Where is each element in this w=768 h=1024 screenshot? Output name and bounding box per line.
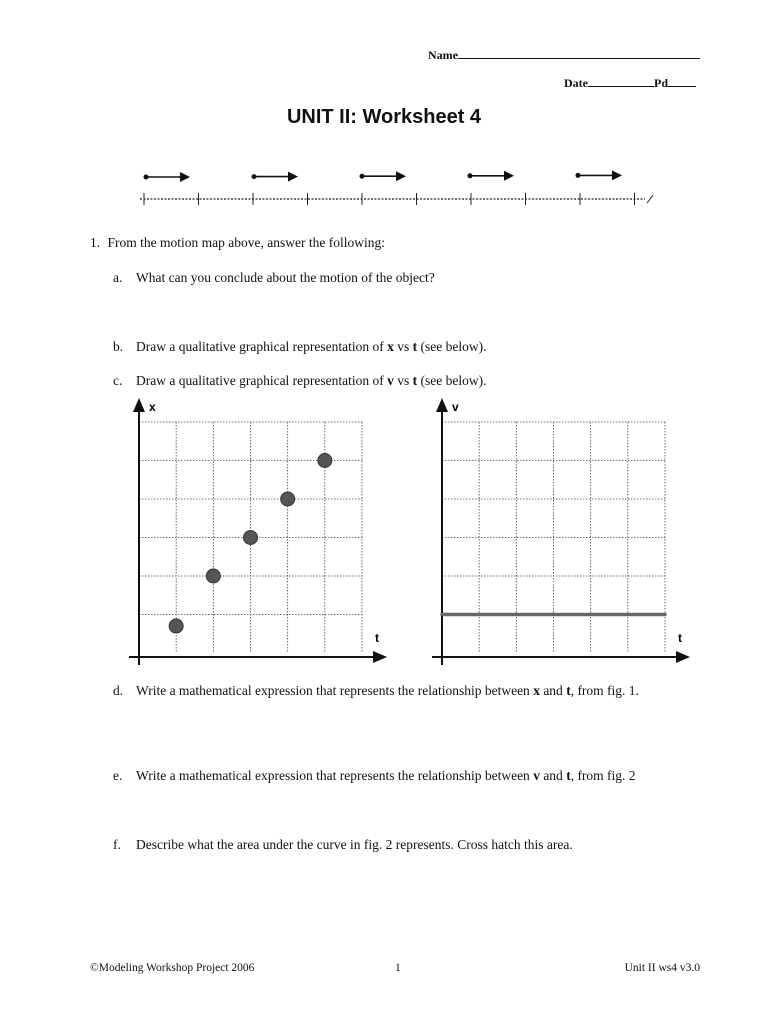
question-part xyxy=(113,373,487,389)
data-point xyxy=(244,531,258,545)
motion-arrow-head xyxy=(396,171,406,181)
part-text: and xyxy=(539,768,567,783)
data-point xyxy=(206,569,220,583)
part-text: Describe what the area under the curve in fig. 2 represents. Cross hatch this area. xyxy=(136,837,573,852)
footer-version: Unit II ws4 v3.0 xyxy=(624,962,700,974)
y-axis-label: x xyxy=(149,400,156,414)
date-pd-field[interactable] xyxy=(564,74,696,91)
name-label: Name xyxy=(428,48,458,62)
part-text: and xyxy=(539,683,567,698)
part-letter: c. xyxy=(113,373,123,388)
x-vs-t-graph xyxy=(125,395,395,670)
part-text: t xyxy=(566,683,571,698)
data-point xyxy=(169,619,183,633)
part-text: (see below). xyxy=(417,339,487,354)
question-part xyxy=(113,768,636,784)
part-letter: e. xyxy=(113,768,123,783)
pd-label: Pd xyxy=(654,76,669,90)
question-part xyxy=(113,837,573,853)
part-text: t xyxy=(566,768,571,783)
question-number: 1. xyxy=(90,235,101,250)
part-text: x xyxy=(533,683,540,698)
question-intro: From the motion map above, answer the following: xyxy=(107,235,385,250)
motion-arrow-head xyxy=(504,171,514,181)
question-part xyxy=(113,270,435,286)
y-axis-arrowhead xyxy=(436,398,448,412)
data-point xyxy=(281,492,295,506)
motion-arrow-head xyxy=(288,172,298,182)
part-text: vs xyxy=(393,339,413,354)
part-text: v xyxy=(387,373,394,388)
part-text: (see below). xyxy=(417,373,487,388)
part-text: Write a mathematical expression that represents the relationship between xyxy=(136,768,534,783)
ruler-break xyxy=(647,195,653,203)
part-text: , from fig. 1. xyxy=(570,683,639,698)
footer-page-number: 1 xyxy=(395,962,401,974)
page-title: UNIT II: Worksheet 4 xyxy=(286,106,482,128)
part-letter: b. xyxy=(113,339,124,354)
date-line xyxy=(588,74,654,87)
part-text: vs xyxy=(393,373,413,388)
pd-line xyxy=(668,74,696,87)
part-text: t xyxy=(412,339,418,354)
part-text: What can you conclude about the motion of the object? xyxy=(136,270,435,285)
question-part xyxy=(113,683,639,699)
motion-arrow-head xyxy=(180,172,190,182)
footer-copyright: ©Modeling Workshop Project 2006 xyxy=(90,962,255,974)
x-axis-arrowhead xyxy=(676,651,690,663)
motion-arrow-head xyxy=(612,170,622,180)
part-text: Write a mathematical expression that represents the relationship between xyxy=(136,683,534,698)
part-text: x xyxy=(387,339,394,354)
question-1 xyxy=(90,235,385,251)
x-axis-label: t xyxy=(678,631,682,645)
date-label: Date xyxy=(564,76,588,90)
part-text: Draw a qualitative graphical representation of xyxy=(136,373,388,388)
data-point xyxy=(318,454,332,468)
part-text: t xyxy=(412,373,418,388)
y-axis-arrowhead xyxy=(133,398,145,412)
part-letter: f. xyxy=(113,837,121,852)
question-part xyxy=(113,339,487,355)
name-field[interactable] xyxy=(428,46,700,63)
name-line xyxy=(458,46,700,59)
x-axis-arrowhead xyxy=(373,651,387,663)
part-letter: d. xyxy=(113,683,124,698)
part-text: Draw a qualitative graphical representation of xyxy=(136,339,388,354)
v-vs-t-graph xyxy=(428,395,698,670)
y-axis-label: v xyxy=(452,400,459,414)
motion-map xyxy=(130,160,660,210)
part-text: , from fig. 2 xyxy=(570,768,636,783)
part-letter: a. xyxy=(113,270,123,285)
x-axis-label: t xyxy=(375,631,379,645)
part-text: v xyxy=(533,768,540,783)
